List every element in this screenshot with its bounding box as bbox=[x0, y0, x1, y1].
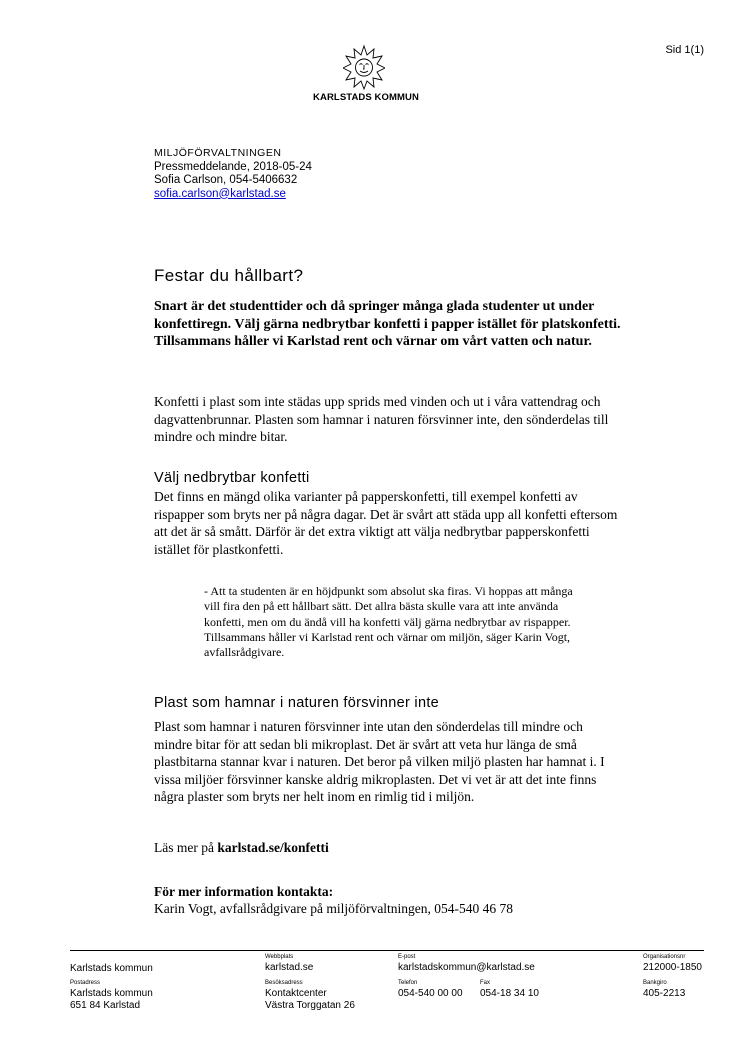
footer-besoksadress-line1: Kontaktcenter bbox=[265, 988, 327, 999]
footer-webbplats-value[interactable]: karlstad.se bbox=[265, 962, 314, 973]
contact-heading: För mer information kontakta: bbox=[154, 884, 334, 899]
footer-epost-value[interactable]: karlstadskommun@karlstad.se bbox=[398, 962, 535, 973]
body-paragraph-2: Det finns en mängd olika varianter på papperskonfetti, till exempel konfetti av rispapper som bryts ner på några dagar. Det är svårt att städa upp all konfetti eftersom att det är så smått. Därför är det extra viktigt att välja nedbrytbar papperskonfetti istället för plastkonfetti. bbox=[154, 489, 618, 557]
contact-line: Karin Vogt, avfallsrådgivare på miljöförvaltningen, 054-540 46 78 bbox=[154, 901, 514, 916]
read-more-prefix: Läs mer på bbox=[154, 840, 218, 855]
footer-orgnr-label: Organisationsnr bbox=[643, 954, 686, 960]
footer-telefon-label: Telefon bbox=[398, 980, 418, 986]
headline: Festar du hållbart? bbox=[154, 266, 304, 285]
quote-paragraph: - Att ta studenten är en höjdpunkt som absolut ska firas. Vi hoppas att många vill fira den på ett hållbart sätt. Det allra bästa skulle vara att inte använda konfetti, men om du ändå vill ha konfetti välj gärna nedbrytbar av rispapper. Tillsammans håller vi Karlstad rent och värnar om miljön, säger Karin Vogt, avfallsrådgivare. bbox=[204, 584, 573, 660]
page-number: Sid 1(1) bbox=[665, 44, 704, 56]
doc-type-date: Pressmeddelande, 2018-05-24 bbox=[154, 160, 312, 173]
footer-postadress-label: Postadress bbox=[70, 980, 101, 986]
footer-bankgiro-label: Bankgiro bbox=[643, 980, 667, 986]
footer-bankgiro-value: 405-2213 bbox=[643, 988, 686, 999]
footer-postadress-line1: Karlstads kommun bbox=[70, 988, 153, 999]
email-link[interactable]: sofia.carlson@karlstad.se bbox=[154, 187, 286, 200]
footer-divider bbox=[70, 950, 704, 951]
footer-besoksadress-line2: Västra Torggatan 26 bbox=[265, 1000, 355, 1011]
sun-emblem-icon bbox=[343, 44, 385, 90]
footer-postadress-line2: 651 84 Karlstad bbox=[70, 1000, 141, 1011]
logo-text: KARLSTADS KOMMUN bbox=[313, 92, 419, 103]
footer-epost-label: E-post bbox=[398, 954, 416, 960]
footer-besoksadress-label: Besöksadress bbox=[265, 980, 303, 986]
sender-block bbox=[154, 147, 312, 201]
footer-telefon-value: 054-540 00 00 bbox=[398, 988, 463, 999]
subheading-2: Plast som hamnar i naturen försvinner inte bbox=[154, 695, 440, 711]
footer-webbplats-label: Webbplats bbox=[265, 954, 294, 960]
department: MILJÖFÖRVALTNINGEN bbox=[154, 147, 282, 159]
footer-fax-label: Fax bbox=[480, 980, 491, 986]
lead-paragraph: Snart är det studenttider och då springer många glada studenter ut under konfettiregn. Välj gärna nedbrytbar konfetti i papper istället för platskonfetti. Tillsammans håller vi Karlstad rent och värnar om vårt vatten och natur. bbox=[154, 299, 621, 349]
footer-orgnr-value: 212000-1850 bbox=[643, 962, 702, 973]
read-more bbox=[154, 840, 329, 856]
body-paragraph-1: Konfetti i plast som inte städas upp sprids med vinden och ut i våra vattendrag och dagvattenbrunnar. Plasten som hamnar i naturen försvinner inte, den sönderdelas till mindre och mindre bitar. bbox=[154, 394, 609, 444]
read-more-link[interactable]: karlstad.se/konfetti bbox=[217, 840, 329, 855]
contact-name-phone: Sofia Carlson, 054-5406632 bbox=[154, 174, 298, 186]
subheading-1: Välj nedbrytbar konfetti bbox=[154, 470, 310, 486]
footer-fax-value: 054-18 34 10 bbox=[480, 988, 539, 999]
body-paragraph-3: Plast som hamnar i naturen försvinner inte utan den sönderdelas till mindre och mindre bitar för att sedan bli mikroplast. Det är svårt att veta hur länga de små plastbitarna stannar kvar i naturen. Det beror på vilken miljö plasten har hamnat i. I vissa miljöer försvinner kanske aldrig mikroplasten. Det vi vet är att det inte finns några plaster som bryts ner helt inom en rimlig tid i miljön. bbox=[154, 719, 605, 804]
footer-org-name: Karlstads kommun bbox=[70, 963, 153, 974]
